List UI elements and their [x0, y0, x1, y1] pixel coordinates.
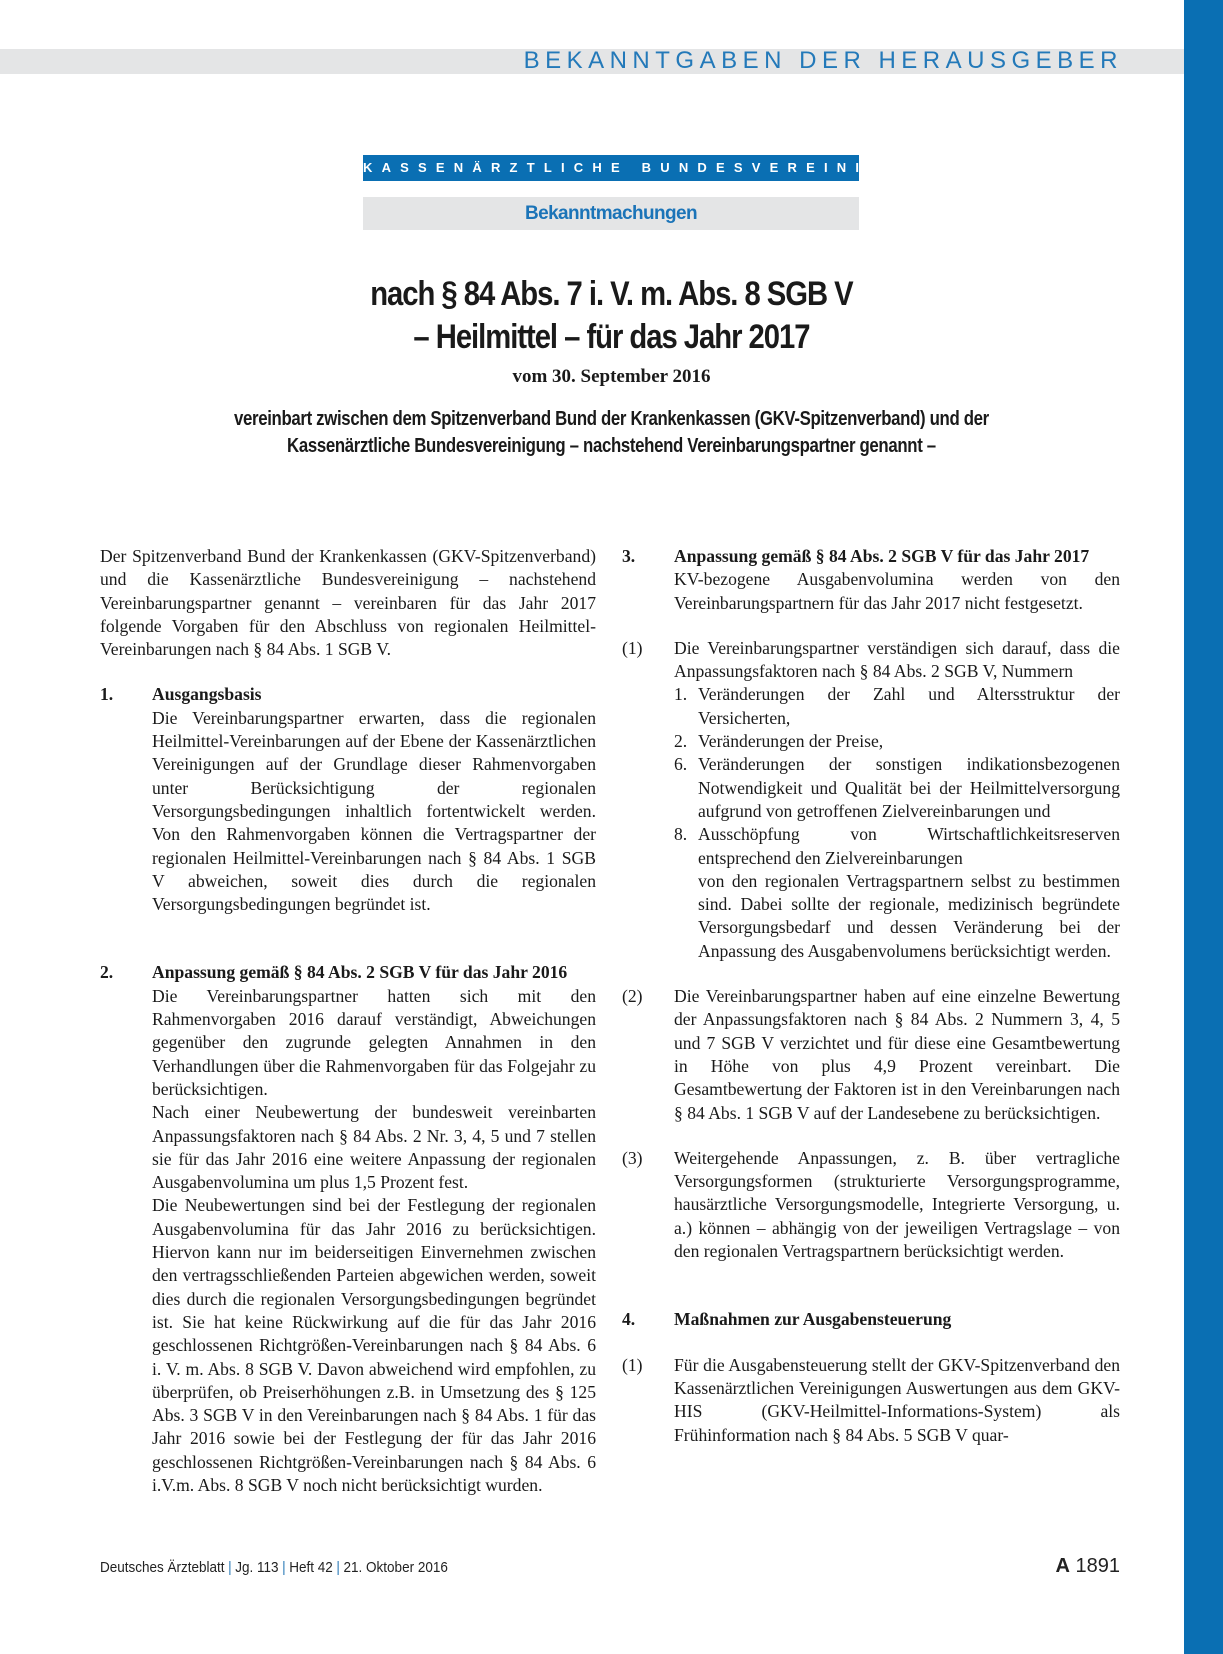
footer-separator: | [336, 1559, 340, 1576]
section-4-number: 4. [622, 1309, 636, 1330]
section-2-paragraph-1: Die Vereinbarungspartner hatten sich mit den Rahmenvorgaben 2016 darauf verständigt, Abweichungen gegenüber den zugrunde gelegten Annahmen in den Verhandlungen über die Rahmenvorgaben für das Folgejahr zu berücksichtigen. [152, 985, 596, 1099]
paragraph-4-1-number: (1) [622, 1354, 643, 1375]
paragraph-3-1 [622, 637, 1120, 963]
paragraph-3-1-number: (1) [622, 637, 643, 658]
issue-date: 21. Oktober 2016 [343, 1559, 448, 1576]
list-item-number: 6. [674, 754, 688, 775]
section-1-heading: Ausgangsbasis [152, 684, 262, 705]
section-3-heading: Anpassung gemäß § 84 Abs. 2 SGB V für das Jahr 2017 [674, 546, 1090, 566]
paragraph-3-3 [622, 1147, 1120, 1263]
section-1 [100, 683, 596, 916]
category-banner: Bekanntmachungen [363, 197, 859, 230]
section-2-paragraph-3: Die Neubewertungen sind bei der Festlegung der regionalen Ausgabenvolumina für das Jahr 2016 zu berücksichtigen. Hiervon kann nur im beiderseitigen Einvernehmen zwischen den vertragsschließenden Parteien abgewichen werden, soweit dies durch die regionalen Versorgungsbedingungen begründet ist. Sie hat keine Rückwirkung auf die für das Jahr 2016 geschlossenen Richtgrößen-Vereinbarungen nach § 84 Abs. 6 i. V. m. Abs. 8 SGB V. Davon abweichend wird empfohlen, zu überprüfen, ob Preiserhöhungen z.B. in Umsetzung des § 125 Abs. 3 SGB V in den Vereinbarungen nach § 84 Abs. 1 für das Jahr 2016 sowie bei der Festlegung der für das Jahr 2016 geschlossenen Richtgrößen-Vereinbarungen nach § 84 Abs. 6 i.V.m. Abs. 8 SGB V noch nicht berücksichtigt wurden. [152, 1195, 596, 1495]
section-4 [622, 1308, 1120, 1331]
journal-name: Deutsches Ärzteblatt [100, 1559, 225, 1576]
section-2-heading: Anpassung gemäß § 84 Abs. 2 SGB V für das Jahr 2016 [152, 962, 568, 983]
section-4-heading: Maßnahmen zur Ausgabensteuerung [674, 1309, 952, 1330]
organization-banner: KASSENÄRZTLICHE BUNDESVEREINIGUNG [363, 155, 859, 181]
paragraph-4-1-text: Für die Ausgabensteuerung stellt der GKV-Spitzenverband den Kassenärztlichen Vereinigungen Auswertungen aus dem GKV-HIS (GKV-Heilmittel-Informations-System) als Frühinformation nach § 84 Abs. 5 SGB V quar- [674, 1354, 1120, 1445]
list-item-text: Veränderungen der Zahl und Altersstruktur der Versicherten, [698, 684, 1120, 728]
section-3 [622, 545, 1120, 615]
page-footer [100, 1555, 1120, 1585]
footer-separator: | [282, 1559, 286, 1576]
paragraph-3-1-tail: von den regionalen Vertragspartnern selbst zu bestimmen sind. Dabei sollte der regionale, medizinisch begründete Versorgungsbedarf und dessen Veränderung bei der Anpassung des Ausgabenvolumens berücksichtigt werden. [698, 870, 1120, 961]
list-item-number: 2. [674, 731, 688, 752]
headline-line-2: – Heilmittel – für das Jahr 2017 [413, 318, 810, 356]
section-1-number: 1. [100, 684, 114, 705]
paragraph-3-2-number: (2) [622, 986, 643, 1007]
paragraph-3-3-number: (3) [622, 1147, 643, 1168]
intro-paragraph: Der Spitzenverband Bund der Krankenkassen (GKV-Spitzenverband) und die Kassenärztliche Bundesvereinigung – nachstehend Vereinbarungspartner genannt – vereinbaren für das Jahr 2017 folgende Vorgaben für den Abschluss von regionalen Heilmittel-Vereinbarungen nach § 84 Abs. 1 SGB V. [100, 546, 596, 660]
page-number [1055, 1555, 1120, 1578]
list-item [674, 823, 1120, 870]
section-2-paragraph-2: Nach einer Neubewertung der bundesweit vereinbarten Anpassungsfaktoren nach § 84 Abs. 2 Nr. 3, 4, 5 und 7 stellen sie für das Jahr 2016 eine weitere Anpassung der regionalen Ausgabenvolumina um plus 1,5 Prozent fest. [152, 1102, 596, 1193]
list-item-number: 1. [674, 684, 688, 705]
section-1-text: Die Vereinbarungspartner erwarten, dass die regionalen Heilmittel-Vereinbarungen auf der Ebene der Kassenärztlichen Vereinigungen auf der Grundlage dieser Rahmenvorgaben unter Berücksichtigung der regionalen Versorgungsbedingungen inhaltlich fortentwickelt werden. Von den Rahmenvorgaben können die Vertragspartner der regionalen Heilmittel-Vereinbarungen nach § 84 Abs. 1 SGB V abweichen, soweit dies durch die regionalen Versorgungsbedingungen begründet ist. [152, 707, 596, 915]
subtitle-line-1: vereinbart zwischen dem Spitzenverband Bund der Krankenkassen (GKV-Spitzenverband) und der [233, 408, 989, 430]
list-item-number: 8. [674, 824, 688, 845]
headline-line-1: nach § 84 Abs. 7 i. V. m. Abs. 8 SGB V [370, 275, 853, 313]
list-item [674, 753, 1120, 823]
section-title: BEKANNTGABEN DER HERAUSGEBER [523, 47, 1123, 74]
list-item-text: Veränderungen der sonstigen indikationsbezogenen Notwendigkeit und Qualität bei der Heilmittelversorgung aufgrund von getroffenen Zielvereinbarungen und [698, 754, 1120, 821]
section-3-number: 3. [622, 546, 636, 566]
subtitle-line-2: Kassenärztliche Bundesvereinigung – nachstehend Vereinbarungspartner genannt – [287, 435, 936, 457]
section-2-number: 2. [100, 962, 114, 983]
section-3-text: KV-bezogene Ausgabenvolumina werden von den Vereinbarungspartnern für das Jahr 2017 nicht festgesetzt. [674, 569, 1120, 613]
journal-issue: Heft 42 [289, 1559, 333, 1576]
paragraph-3-1-text: Die Vereinbarungspartner verständigen sich darauf, dass die Anpassungsfaktoren nach § 84 Abs. 2 SGB V, Nummern [674, 637, 1120, 682]
footer-separator: | [228, 1559, 232, 1576]
document-date: vom 30. September 2016 [512, 366, 711, 387]
list-item [674, 730, 1120, 753]
page-prefix: A [1055, 1555, 1070, 1577]
footer-citation [100, 1559, 448, 1576]
paragraph-3-2-text: Die Vereinbarungspartner haben auf eine einzelne Bewertung der Anpassungsfaktoren nach § 84 Abs. 2 Nummern 3, 4, 5 und 7 SGB V verzichtet und für diese eine Gesamtbewertung in Höhe von plus 4,9 Prozent vereinbart. Die Gesamtbewertung der Faktoren ist in den Vereinbarungen nach § 84 Abs. 1 SGB V auf der Landesebene zu berücksichtigen. [674, 986, 1120, 1123]
list-item [674, 683, 1120, 730]
paragraph-4-1 [622, 1354, 1120, 1447]
list-item-text: Veränderungen der Preise, [698, 731, 884, 752]
paragraph-3-2 [622, 985, 1120, 1125]
section-2 [100, 961, 596, 1497]
page-number-value: 1891 [1075, 1555, 1120, 1577]
list-item-text: Ausschöpfung von Wirtschaftlichkeitsreserven entsprechend den Zielvereinbarungen [698, 824, 1120, 868]
right-accent-bar [1184, 0, 1223, 1654]
journal-volume: Jg. 113 [235, 1559, 279, 1576]
left-column [100, 545, 596, 1497]
right-column [622, 545, 1120, 1447]
paragraph-3-3-text: Weitergehende Anpassungen, z. B. über vertragliche Versorgungsformen (strukturierte Versorgungsprogramme, hausärztliche Versorgungsmodelle, Integrierte Versorgung, u. a.) können – abhängig von der jeweiligen Vertragslage – von den regionalen Vertragspartnern berücksichtigt werden. [674, 1147, 1120, 1262]
